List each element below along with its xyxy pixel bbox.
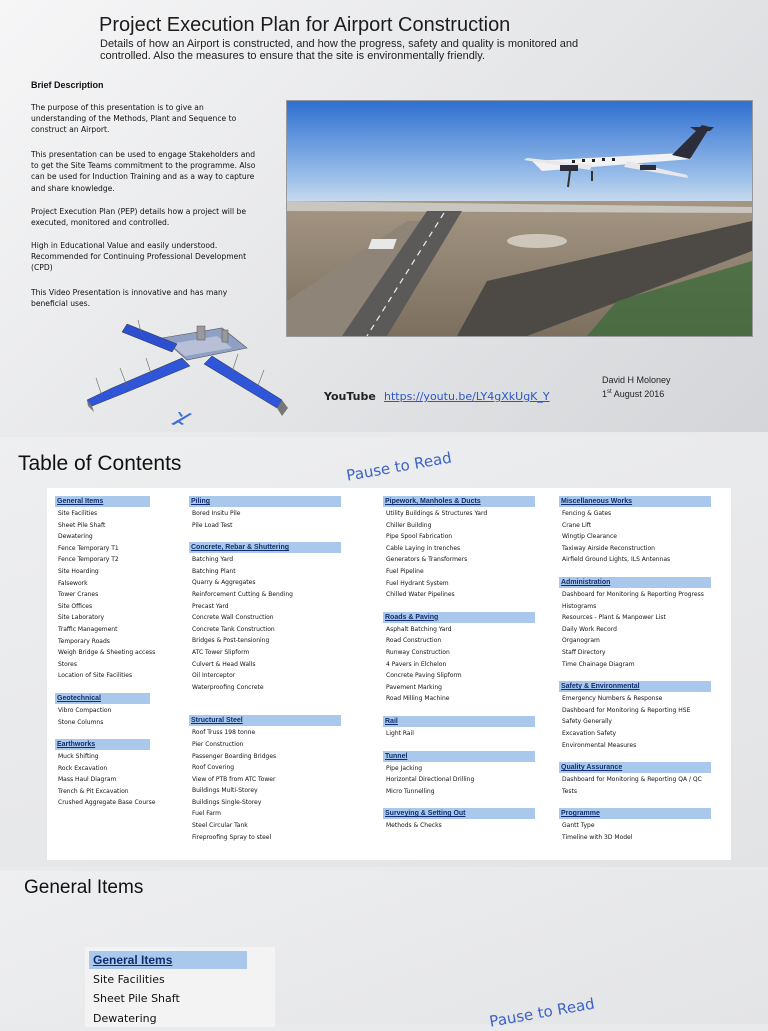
toc-column-2 [189,496,341,843]
section-spacer [559,670,711,681]
toc-section-heading[interactable]: Safety & Environmental [559,681,711,692]
toc-item[interactable]: Emergency Numbers & Response [562,695,663,703]
toc-item[interactable]: Culvert & Head Walls [192,660,256,668]
toc-item[interactable]: Pipe Spool Fabrication [386,533,453,541]
toc-item[interactable]: Site Facilities [58,510,98,517]
toc-item[interactable]: 4 Pavers in Elchelon [386,660,447,668]
toc-item[interactable]: Sheet Pile Shaft [58,521,106,529]
toc-section-heading[interactable]: Roads & Paving [383,612,535,623]
toc-item[interactable]: Chilled Water Pipelines [386,591,455,599]
toc-section-heading[interactable]: General Items [55,496,150,507]
toc-item[interactable]: Reinforcement Cutting & Bending [192,590,293,598]
toc-section-heading[interactable]: Structural Steel [189,715,341,726]
toc-item[interactable]: Fence Temporary T1 [58,544,119,552]
toc-item[interactable]: Timeline with 3D Model [562,833,633,841]
youtube-label: YouTube [324,390,376,403]
toc-item[interactable]: Crushed Aggregate Base Course [58,799,156,807]
toc-section-heading[interactable]: Rail [383,716,535,727]
toc-section-heading[interactable]: Pipework, Manholes & Ducts [383,496,535,507]
section-spacer [383,740,535,751]
brief-paragraph: High in Educational Value and easily understood. Recommended for Continuing Professional Development (CPD) [31,241,247,273]
toc-item[interactable]: Utility Buildings & Structures Yard [386,510,488,517]
youtube-link[interactable]: https://youtu.be/LY4gXkUgK_Y [384,390,550,403]
toc-item[interactable]: Staff Directory [562,648,606,656]
section-spacer [559,566,711,577]
toc-item[interactable]: Precast Yard [192,602,229,610]
toc-item[interactable]: Pavement Marking [386,683,442,691]
toc-section-heading[interactable]: Piling [189,496,341,507]
toc-item[interactable]: Steel Circular Tank [192,822,248,830]
toc-panel [47,488,731,860]
toc-item[interactable]: Roof Truss 198 tonne [192,729,256,737]
section-spacer [383,601,535,612]
author-block [602,374,671,400]
terminal-3d-model [82,308,292,423]
toc-item[interactable]: Bored Insitu Pile [192,510,241,517]
toc-item[interactable]: Mass Haul Diagram [58,776,117,784]
toc-item[interactable]: Fuel Pipeline [386,567,424,575]
toc-item[interactable]: Tests [562,787,577,795]
section-spacer [559,797,711,808]
toc-item[interactable]: Temporary Roads [58,637,110,645]
toc-item[interactable]: Organogram [562,637,600,645]
toc-item[interactable]: Histograms [562,602,597,610]
general-items-heading[interactable]: General Items [89,951,247,969]
toc-item[interactable]: Taxiway Airside Reconstruction [562,544,655,552]
presentation-subtitle: Details of how an Airport is constructed, and how the progress, safety and quality is monitored and controlled. Also the measures to ensure that the site is environmentally friendly. [100,38,579,62]
toc-item[interactable]: Daily Work Record [562,625,617,633]
toc-item[interactable]: Gantt Type [562,822,595,830]
toc-item[interactable]: Waterproofing Concrete [192,683,264,691]
toc-item[interactable]: Quarry & Aggregates [192,579,256,587]
brief-paragraph: The purpose of this presentation is to give an understanding of the Methods, Plant and Sequence to construct an Airport. [31,103,237,135]
toc-item[interactable]: Runway Construction [386,648,450,656]
toc-item[interactable]: Pipe Jacking [386,764,423,772]
toc-column-4 [559,496,711,843]
title-slide [0,0,768,432]
brief-paragraph: This presentation can be used to engage Stakeholders and to get the Site Teams commitment to the programme. Also can be used for Induction Training and as a way to capture and share knowledge. [31,150,256,193]
section-spacer [55,728,155,739]
toc-item[interactable]: Site Offices [58,602,93,610]
toc-item[interactable]: Dashboard for Monitoring & Reporting Progress [562,590,704,598]
toc-item[interactable]: Airfield Ground Lights, ILS Antennas [562,556,671,564]
general-items-slide [0,871,768,1031]
toc-section-heading[interactable]: Miscellaneous Works [559,496,711,507]
toc-item[interactable]: Resources - Plant & Manpower List [562,614,666,622]
toc-item[interactable]: Fuel Farm [192,810,221,818]
general-item[interactable]: Site Facilities [93,973,165,986]
section-spacer [189,704,341,715]
toc-item[interactable]: Concrete Paving Slipform [386,672,462,680]
general-items-title: General Items [24,877,144,898]
pause-to-read-label: Pause to Read [488,994,596,1031]
toc-section-heading[interactable]: Administration [559,577,711,588]
aerial-runway-photo [286,100,753,337]
toc-item[interactable]: Fence Temporary T2 [58,556,119,564]
section-spacer [189,693,341,704]
toc-item[interactable]: Site Laboratory [58,614,105,622]
toc-item[interactable]: Bridges & Post-tensioning [192,637,270,645]
toc-item[interactable]: Micro Tunnelling [386,787,435,795]
toc-item[interactable]: Vibro Compaction [58,706,112,714]
presentation-title: Project Execution Plan for Airport Construction [99,14,511,36]
toc-section-heading[interactable]: Tunnel [383,751,535,762]
toc-item[interactable]: Tower Cranes [58,591,99,599]
brief-paragraph: This Video Presentation is innovative and has many beneficial uses. [31,288,228,309]
toc-item[interactable]: Concrete Wall Construction [192,614,274,622]
toc-item[interactable]: Fuel Hydrant System [386,579,449,587]
toc-section-heading[interactable]: Earthworks [55,739,150,750]
section-spacer [189,531,341,542]
toc-item[interactable]: Excavation Safety [562,729,617,737]
toc-item[interactable]: Time Chainage Diagram [562,660,635,668]
toc-item[interactable]: Crane Lift [562,521,592,529]
presentation-date: 1st August 2016 [602,389,665,399]
toc-item[interactable]: Concrete Tank Construction [192,625,275,633]
toc-item[interactable]: Asphalt Batching Yard [386,625,452,633]
toc-section-heading[interactable]: Quality Assurance [559,762,711,773]
toc-item[interactable]: Location of Site Facilities [58,672,133,680]
toc-item[interactable]: Trench & Pit Excavation [58,787,129,795]
brief-paragraph: Project Execution Plan (PEP) details how a project will be executed, monitored and controlled. [31,207,247,228]
toc-item[interactable]: Weigh Bridge & Sheeting access [58,649,156,657]
toc-section-heading[interactable]: Programme [559,808,711,819]
toc-item[interactable]: Passenger Boarding Bridges [192,752,277,760]
toc-item[interactable]: ATC Tower Slipform [192,648,250,656]
table-of-contents-slide [0,437,768,867]
section-spacer [559,751,711,762]
toc-item[interactable]: View of PTB from ATC Tower [192,775,276,783]
toc-item[interactable]: Chiller Building [386,521,432,529]
toc-item[interactable]: Road Construction [386,637,442,645]
toc-item[interactable]: Dashboard for Monitoring & Reporting QA / QC [562,776,702,784]
toc-item[interactable]: Pile Load Test [192,521,233,529]
toc-item[interactable]: Traffic Management [58,625,118,633]
toc-item[interactable]: Batching Yard [192,556,234,564]
toc-item[interactable]: Batching Plant [192,567,236,575]
toc-item[interactable]: Cable Laying in trenches [386,544,461,552]
general-item[interactable]: Sheet Pile Shaft [93,992,180,1005]
toc-item[interactable]: Environmental Measures [562,741,637,749]
section-spacer [55,682,155,693]
toc-item[interactable]: Buildings Single-Storey [192,798,262,806]
author-name: David H Moloney [602,375,671,385]
small-airplane-icon [170,410,192,426]
toc-item[interactable]: Roof Covering [192,764,235,772]
toc-item[interactable]: Dashboard for Monitoring & Reporting HSE [562,706,691,714]
toc-item[interactable]: Dewatering [58,533,93,541]
section-spacer [383,705,535,716]
toc-item[interactable]: Site Hoarding [58,567,99,575]
toc-section-heading[interactable]: Geotechnical [55,693,150,704]
toc-item[interactable]: Road Milling Machine [386,695,450,703]
toc-item[interactable]: Falsework [58,579,88,587]
toc-item[interactable]: Generators & Transformers [386,556,468,564]
toc-item[interactable]: Buildings Multi-Storey [192,787,258,795]
toc-item[interactable]: Fireproofing Spray to steel [192,833,272,841]
general-item[interactable]: Dewatering [93,1012,157,1025]
toc-item[interactable]: Horizontal Directional Drilling [386,776,475,784]
toc-item[interactable]: Stores [58,660,77,668]
toc-item[interactable]: Wingtip Clearance [562,533,617,541]
toc-item[interactable]: Stone Columns [58,718,104,726]
toc-column-3 [383,496,535,832]
toc-item[interactable]: Fencing & Gates [562,510,612,517]
section-spacer [383,797,535,808]
toc-item[interactable]: Oil Interceptor [192,672,236,680]
toc-item[interactable]: Pier Construction [192,740,244,748]
toc-item[interactable]: Muck Shifting [58,753,99,761]
toc-item[interactable]: Rock Excavation [58,764,108,772]
toc-item[interactable]: Light Rail [386,729,414,737]
toc-column-1 [55,496,155,809]
toc-section-heading[interactable]: Concrete, Rebar & Shuttering [189,542,341,553]
toc-item[interactable]: Methods & Checks [386,822,442,830]
pause-to-read-label: Pause to Read [345,448,453,485]
toc-section-heading[interactable]: Surveying & Setting Out [383,808,535,819]
toc-item[interactable]: Safety Generally [562,718,612,726]
toc-title: Table of Contents [18,452,182,475]
brief-description-heading: Brief Description [31,80,104,90]
